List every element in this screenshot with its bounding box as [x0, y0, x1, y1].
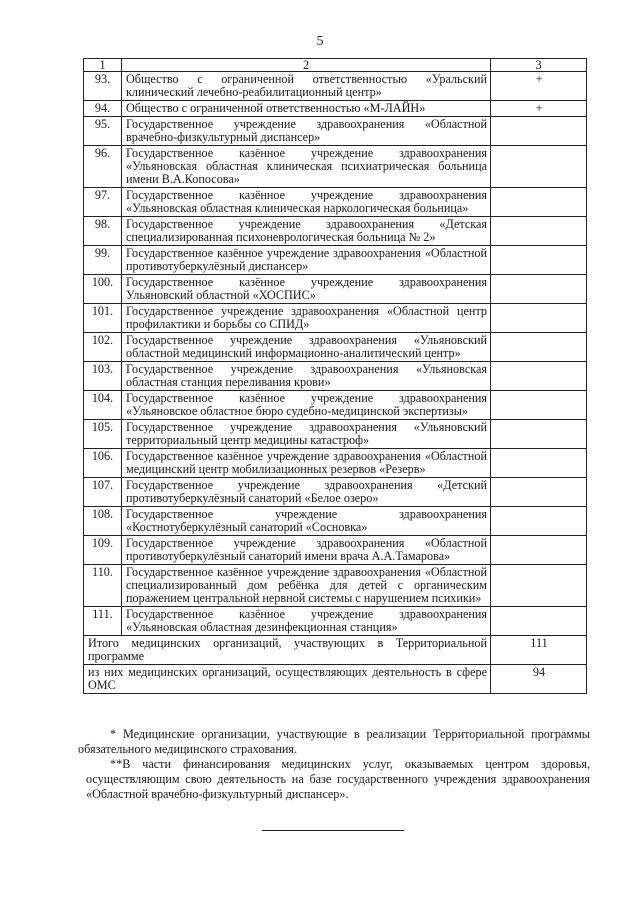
oms-mark: [491, 117, 587, 146]
table-row: [84, 72, 587, 101]
oms-mark: +: [491, 101, 587, 117]
table-body: [84, 59, 587, 694]
row-number: 96.: [84, 146, 122, 188]
organization-name: Государственное казённое учреждение здравоохранения Ульяновский областной «ХОСПИС»: [122, 275, 491, 304]
table-row: [84, 420, 587, 449]
table-row: [84, 246, 587, 275]
table-row: [84, 188, 587, 217]
oms-row: [84, 665, 587, 694]
table-row: [84, 333, 587, 362]
footnote-1: * Медицинские организации, участвующие в реализации Территориальной программы обязательного медицинского страхования.: [78, 727, 590, 756]
organization-name: Государственное казённое учреждение здравоохранения «Ульяновская областная клиническая наркологическая больница»: [122, 188, 491, 217]
header-col-1: 1: [84, 59, 122, 72]
table-row: [84, 101, 587, 117]
table-row: [84, 507, 587, 536]
oms-mark: [491, 304, 587, 333]
oms-mark: [491, 246, 587, 275]
organizations-table: [83, 58, 587, 694]
oms-mark: [491, 420, 587, 449]
table-row: [84, 607, 587, 636]
row-number: 103.: [84, 362, 122, 391]
oms-mark: +: [491, 72, 587, 101]
table-row: [84, 536, 587, 565]
table-row: [84, 275, 587, 304]
header-col-2: 2: [122, 59, 491, 72]
table-header-row: [84, 59, 587, 72]
table-row: [84, 565, 587, 607]
oms-mark: [491, 607, 587, 636]
row-number: 105.: [84, 420, 122, 449]
header-col-3: 3: [491, 59, 587, 72]
total-row: [84, 636, 587, 665]
organization-name: Государственное учреждение здравоохранения «Областной противотуберкулёзный санаторий имени врача А.А.Тамарова»: [122, 536, 491, 565]
oms-mark: [491, 362, 587, 391]
organization-name: Государственное учреждение здравоохранения «Ульяновская областная станция переливания крови»: [122, 362, 491, 391]
row-number: 108.: [84, 507, 122, 536]
table-row: [84, 304, 587, 333]
organization-name: Государственное учреждение здравоохранения «Детская специализированная психоневрологическая больница № 2»: [122, 217, 491, 246]
row-number: 111.: [84, 607, 122, 636]
organization-name: Государственное казённое учреждение здравоохранения «Ульяновская областная клиническая психиатрическая больница имени В.А.Копосова»: [122, 146, 491, 188]
row-number: 106.: [84, 449, 122, 478]
oms-mark: [491, 536, 587, 565]
row-number: 109.: [84, 536, 122, 565]
table-row: [84, 217, 587, 246]
oms-mark: [491, 217, 587, 246]
table-row: [84, 117, 587, 146]
closing-rule: [262, 830, 404, 831]
organization-name: Государственное казённое учреждение здравоохранения «Областной противотуберкулёзный диспансер»: [122, 246, 491, 275]
oms-mark: [491, 391, 587, 420]
oms-mark: [491, 333, 587, 362]
oms-row-value: 94: [491, 665, 587, 694]
organization-name: Государственное казённое учреждение здравоохранения «Областной медицинский центр мобилизационных резервов «Резерв»: [122, 449, 491, 478]
organization-name: Государственное учреждение здравоохранения «Ульяновский областной медицинский информационно-аналитический центр»: [122, 333, 491, 362]
oms-mark: [491, 275, 587, 304]
footnote-2: **В части финансирования медицинских услуг, оказываемых центром здоровья, осуществляющим свою деятельность на базе государственного учреждения здравоохранения «Областной врачебно-физкультурный диспансер».: [86, 757, 590, 801]
organization-name: Государственное казённое учреждение здравоохранения «Областной специализированный дом ребёнка для детей с органическим поражением центральной нервной системы с нарушением психики»: [122, 565, 491, 607]
row-number: 98.: [84, 217, 122, 246]
page-number: 5: [316, 34, 324, 49]
row-number: 110.: [84, 565, 122, 607]
organization-name: Государственное казённое учреждение здравоохранения «Ульяновская областная дезинфекционная станция»: [122, 607, 491, 636]
organization-name: Государственное учреждение здравоохранения «Костнотуберкулёзный санаторий «Сосновка»: [122, 507, 491, 536]
organization-name: Общество с ограниченной ответственностью «М-ЛАЙН»: [122, 101, 491, 117]
oms-row-label: из них медицинских организаций, осуществляющих деятельность в сфере ОМС: [84, 665, 491, 694]
organization-name: Государственное учреждение здравоохранения «Ульяновский территориальный центр медицины катастроф»: [122, 420, 491, 449]
organization-name: Государственное учреждение здравоохранения «Областной врачебно-физкультурный диспансер»: [122, 117, 491, 146]
oms-mark: [491, 188, 587, 217]
row-number: 102.: [84, 333, 122, 362]
organization-name: Государственное учреждение здравоохранения «Детский противотуберкулёзный санаторий «Белое озеро»: [122, 478, 491, 507]
oms-mark: [491, 565, 587, 607]
organization-name: Государственное учреждение здравоохранения «Областной центр профилактики и борьбы со СПИД»: [122, 304, 491, 333]
table-row: [84, 391, 587, 420]
oms-mark: [491, 478, 587, 507]
table-row: [84, 362, 587, 391]
row-number: 93.: [84, 72, 122, 101]
row-number: 100.: [84, 275, 122, 304]
row-number: 107.: [84, 478, 122, 507]
total-row-value: 111: [491, 636, 587, 665]
oms-mark: [491, 507, 587, 536]
organization-name: Общество с ограниченной ответственностью «Уральский клинический лечебно-реабилитационный центр»: [122, 72, 491, 101]
footnotes: [78, 727, 590, 802]
row-number: 94.: [84, 101, 122, 117]
row-number: 101.: [84, 304, 122, 333]
row-number: 97.: [84, 188, 122, 217]
organization-name: Государственное казённое учреждение здравоохранения «Ульяновское областное бюро судебно-медицинской экспертизы»: [122, 391, 491, 420]
table-row: [84, 146, 587, 188]
oms-mark: [491, 449, 587, 478]
row-number: 95.: [84, 117, 122, 146]
row-number: 99.: [84, 246, 122, 275]
row-number: 104.: [84, 391, 122, 420]
total-row-label: Итого медицинских организаций, участвующих в Территориальной программе: [84, 636, 491, 665]
table-row: [84, 449, 587, 478]
oms-mark: [491, 146, 587, 188]
table-row: [84, 478, 587, 507]
